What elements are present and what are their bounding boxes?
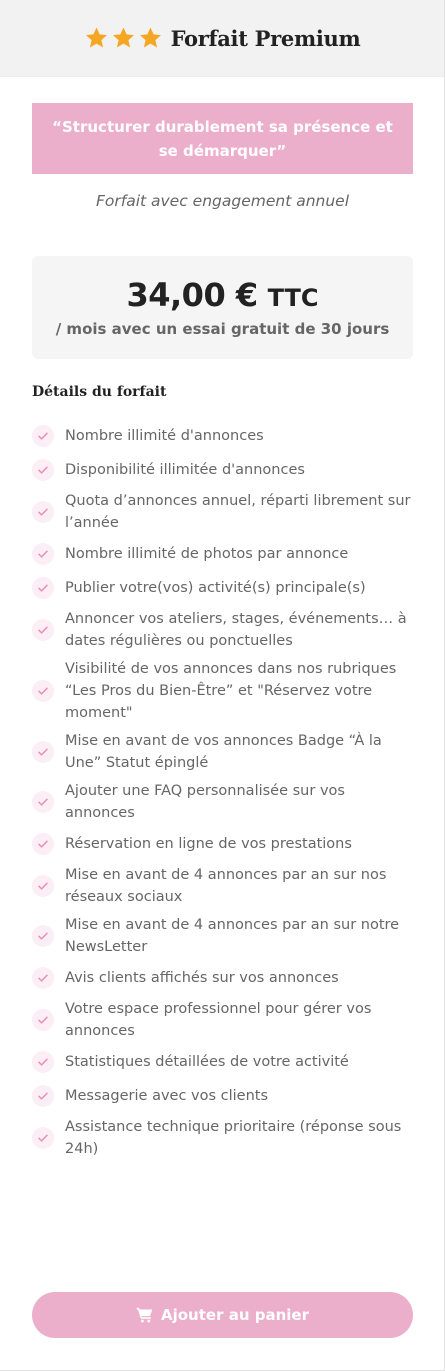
star-icon: [111, 26, 136, 50]
details-title: Détails du forfait: [32, 384, 167, 400]
card-header: [0, 0, 444, 77]
feature-text: Réservation en ligne de vos prestations: [65, 836, 352, 852]
check-icon: [32, 577, 54, 599]
price-box: [32, 256, 413, 359]
feature-item: [32, 827, 417, 861]
feature-item: [32, 777, 417, 827]
feature-list: [32, 419, 417, 1163]
feature-text: Annoncer vos ateliers, stages, événements… à dates régulières ou ponctuelles: [65, 611, 407, 649]
feature-item: [32, 861, 417, 911]
feature-text: Assistance technique prioritaire (réponse sous 24h): [65, 1119, 402, 1157]
check-icon: [32, 833, 54, 855]
feature-text: Mise en avant de 4 annonces par an sur nos réseaux sociaux: [65, 867, 387, 905]
star-icon: [138, 26, 163, 50]
feature-item: [32, 487, 417, 537]
check-icon: [32, 680, 54, 702]
feature-text: Disponibilité illimitée d'annonces: [65, 462, 305, 478]
engagement-note: Forfait avec engagement annuel: [95, 192, 350, 210]
check-icon: [32, 619, 54, 641]
feature-item: [32, 1113, 417, 1163]
check-icon: [32, 875, 54, 897]
price-amount: 34,00 €: [126, 276, 258, 314]
feature-text: Mise en avant de vos annonces Badge “À la Une” Statut épinglé: [65, 733, 382, 771]
feature-item: [32, 571, 417, 605]
feature-text: Ajouter une FAQ personnalisée sur vos annonces: [65, 783, 345, 821]
check-icon: [32, 501, 54, 523]
feature-text: Votre espace professionnel pour gérer vos annonces: [65, 1001, 372, 1039]
feature-item: [32, 1079, 417, 1113]
feature-text: Statistiques détaillées de votre activité: [65, 1054, 349, 1070]
check-icon: [32, 925, 54, 947]
check-icon: [32, 791, 54, 813]
add-to-cart-button[interactable]: [32, 1292, 413, 1338]
feature-text: Nombre illimité d'annonces: [65, 428, 264, 444]
check-icon: [32, 1009, 54, 1031]
feature-text: Publier votre(vos) activité(s) principale(s): [65, 580, 366, 596]
check-icon: [32, 967, 54, 989]
plan-slogan: “Structurer durablement sa présence et se démarquer”: [32, 103, 413, 174]
plan-title: Forfait Premium: [170, 25, 361, 51]
check-icon: [32, 543, 54, 565]
star-icon: [84, 26, 109, 50]
feature-text: Mise en avant de 4 annonces par an sur notre NewsLetter: [65, 917, 400, 955]
feature-text: Messagerie avec vos clients: [65, 1088, 269, 1104]
price-line: [32, 276, 413, 314]
price-suffix: TTC: [267, 284, 319, 312]
check-icon: [32, 1127, 54, 1149]
feature-text: Avis clients affichés sur vos annonces: [65, 970, 339, 986]
check-icon: [32, 1085, 54, 1107]
feature-item: [32, 537, 417, 571]
feature-item: [32, 605, 417, 655]
feature-item: [32, 995, 417, 1045]
feature-item: [32, 655, 417, 727]
add-to-cart-label: Ajouter au panier: [161, 1306, 309, 1324]
check-icon: [32, 741, 54, 763]
feature-item: [32, 727, 417, 777]
feature-item: [32, 453, 417, 487]
feature-item: [32, 419, 417, 453]
check-icon: [32, 459, 54, 481]
feature-item: [32, 911, 417, 961]
cart-icon: [136, 1307, 153, 1323]
check-icon: [32, 1051, 54, 1073]
feature-text: Quota d’annonces annuel, réparti librement sur l’année: [65, 493, 411, 531]
feature-text: Nombre illimité de photos par annonce: [65, 546, 349, 562]
price-period: / mois avec un essai gratuit de 30 jours: [55, 320, 390, 338]
feature-text: Visibilité de vos annonces dans nos rubriques “Les Pros du Bien-Être” et "Réservez votre moment": [65, 661, 397, 721]
feature-item: [32, 1045, 417, 1079]
rating-stars: [84, 26, 163, 50]
feature-item: [32, 961, 417, 995]
check-icon: [32, 425, 54, 447]
